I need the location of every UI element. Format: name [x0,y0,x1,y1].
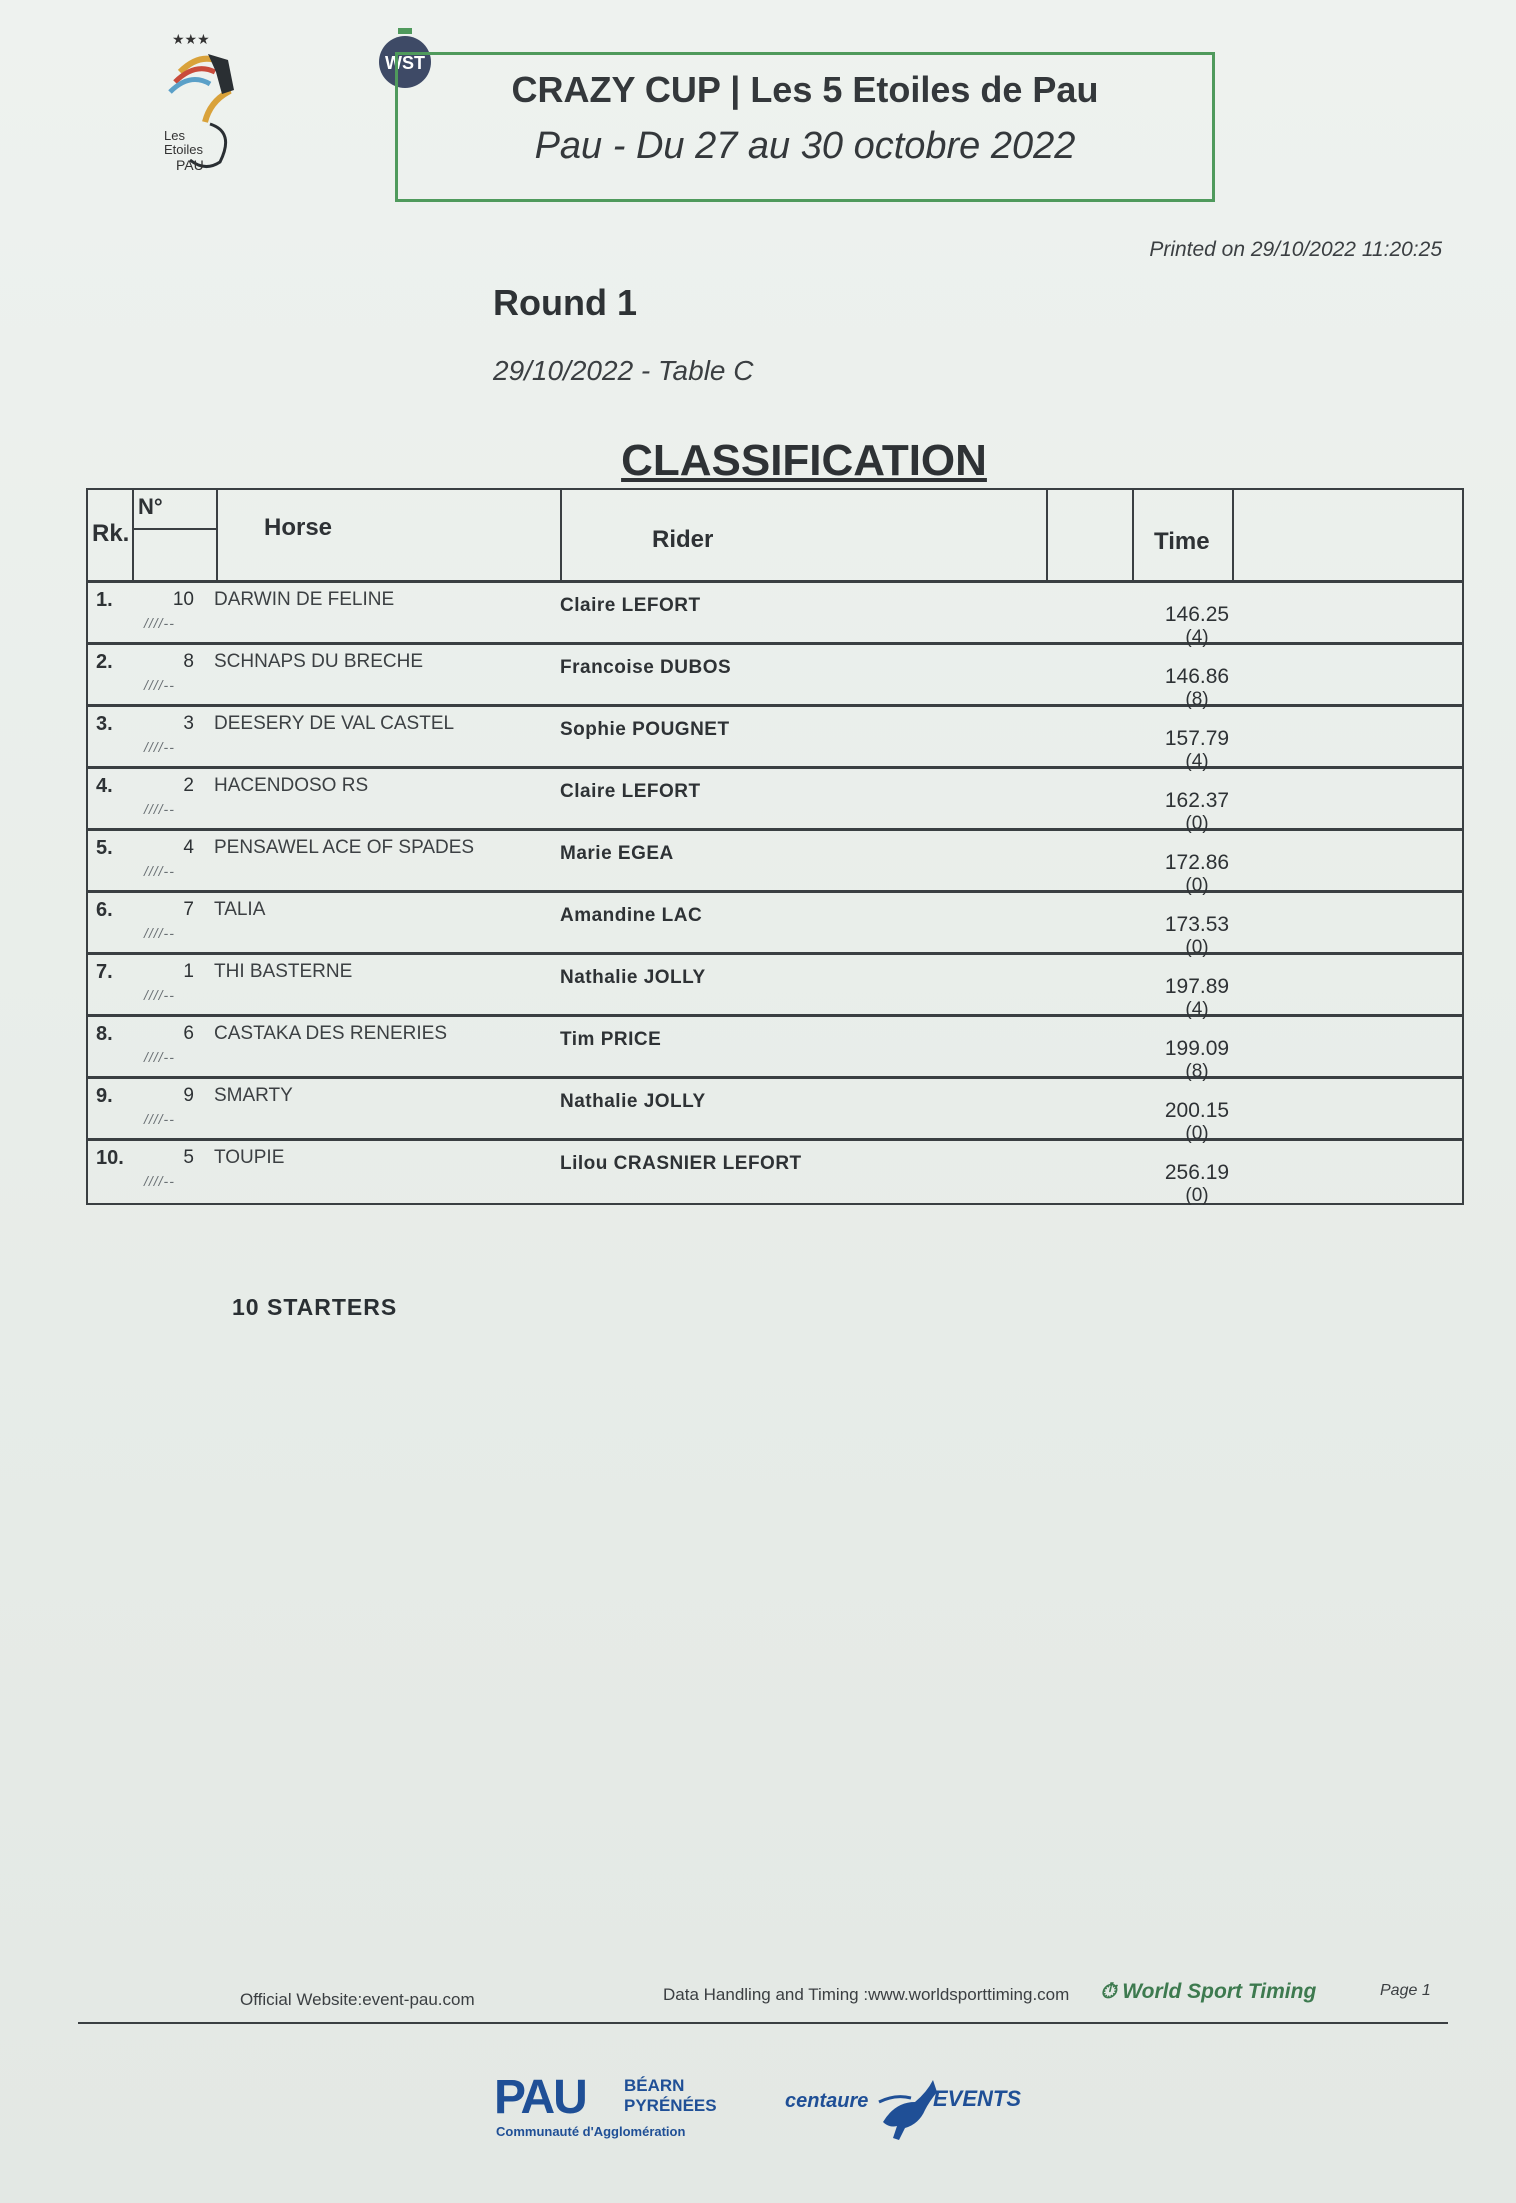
cell-faults: (4) [1185,751,1209,772]
centaur-icon [875,2072,941,2142]
event-subtitle: Pau - Du 27 au 30 octobre 2022 [534,125,1076,167]
cell-horse: PENSAWEL ACE OF SPADES [214,837,475,858]
round-subtitle: 29/10/2022 - Table C [493,355,754,386]
cell-marks: ////-- [144,801,175,817]
header-time: Time [1134,490,1234,580]
cell-faults: (0) [1185,875,1209,896]
cell-horse: DEESERY DE VAL CASTEL [214,713,455,734]
table-row [88,955,1462,1020]
cell-rider: Sophie POUGNET [560,719,730,740]
cell-time: 172.86 [1164,851,1230,874]
cell-faults: (4) [1185,999,1209,1020]
cell-number: 1 [183,961,194,982]
table-row [88,1079,1462,1144]
cell-faults: (0) [1185,813,1209,834]
table-row [88,583,1462,648]
cell-rider: Tim PRICE [560,1029,662,1050]
round-title: Round 1 [493,282,637,323]
header-blank [1048,490,1134,580]
footer-divider [78,2022,1448,2024]
cell-horse: CASTAKA DES RENERIES [214,1023,447,1044]
cell-rank: 8. [96,1023,113,1045]
table-body [88,583,1462,1206]
cell-number: 7 [183,899,194,920]
svg-text:Etoiles: Etoiles [164,142,204,157]
cell-number: 4 [183,837,194,858]
printed-timestamp: Printed on 29/10/2022 11:20:25 [1149,238,1442,261]
cell-marks: ////-- [144,863,175,879]
svg-text:★★★: ★★★ [172,32,210,47]
cell-faults: (8) [1185,1061,1209,1082]
cell-number: 6 [183,1023,194,1044]
cell-time: 162.37 [1164,789,1230,812]
table-row [88,893,1462,958]
classification-table [86,488,1464,1205]
cell-rider: Francoise DUBOS [560,657,732,678]
table-header [88,490,1462,583]
cell-rank: 10. [96,1147,124,1169]
cell-faults: (8) [1185,689,1209,710]
cell-time: 146.86 [1164,665,1230,688]
table-row [88,1017,1462,1082]
footer-wst-brand: ⏱ World Sport Timing [1100,1980,1317,2003]
cell-horse: SMARTY [214,1085,293,1106]
cell-rank: 7. [96,961,113,983]
cell-horse: TOUPIE [214,1147,285,1168]
cell-rider: Nathalie JOLLY [560,967,706,988]
cell-rider: Claire LEFORT [560,781,701,802]
cell-marks: ////-- [144,1111,175,1127]
table-row [88,645,1462,710]
table-row [88,769,1462,834]
cell-horse: DARWIN DE FELINE [214,589,395,610]
cell-horse: SCHNAPS DU BRECHE [214,651,424,672]
cell-marks: ////-- [144,739,175,755]
classification-title: CLASSIFICATION [621,436,987,485]
cell-time: 256.19 [1164,1161,1230,1184]
cell-faults: (0) [1185,1185,1209,1206]
cell-marks: ////-- [144,1049,175,1065]
cell-rider: Lilou CRASNIER LEFORT [560,1153,802,1174]
cell-horse: HACENDOSO RS [214,775,369,796]
cell-time: 200.15 [1164,1099,1230,1122]
stopwatch-icon: ⏱ [1100,1980,1117,2003]
logo-text: Les [164,128,185,143]
cell-horse: THI BASTERNE [214,961,353,982]
cell-number: 3 [183,713,194,734]
table-row [88,1141,1462,1206]
centaure-events-logo: centaure EVENTS [785,2078,1025,2148]
cell-marks: ////-- [144,615,175,631]
cell-rank: 6. [96,899,113,921]
cell-number: 5 [183,1147,194,1168]
cell-rider: Marie EGEA [560,843,674,864]
header-horse: Horse [218,490,562,580]
cell-rank: 5. [96,837,113,859]
badge-text: WST [385,53,425,73]
cell-marks: ////-- [144,1173,175,1189]
cell-number: 9 [183,1085,194,1106]
cell-number: 2 [183,775,194,796]
cell-rank: 1. [96,589,113,611]
cell-rider: Claire LEFORT [560,595,701,616]
cell-rank: 4. [96,775,113,797]
cell-number: 10 [172,589,194,610]
cell-faults: (0) [1185,1123,1209,1144]
cell-time: 157.79 [1164,727,1230,750]
cell-number: 8 [183,651,194,672]
footer-page-number: Page 1 [1380,1982,1431,1999]
header-number: N° [134,490,218,580]
cell-rank: 2. [96,651,113,673]
star-horse-logo-icon [150,32,260,182]
cell-rider: Amandine LAC [560,905,703,926]
cell-faults: (4) [1185,627,1209,648]
document-page: ★★★ Les Etoiles PAU WST CRAZY CUP | Les 5 Etoiles de Pau Pau - Du 27 au 30 octobre 2022 Printed on 29/10/2022 11:20:25 Round 1 29/10/2022 - Table C CLASSIFICATION Rk. N° Horse Rider Time 1. 10 ////-- DARWIN DE FELINE Claire LEFORT 146.25 (4) 2. 8 ////-- SCHNAPS DU BRECHE Francoise DUBOS 146.86 (8) 3. 3 ////-- DEESERY DE VAL CASTEL Sophie POUGNET 157.79 (4) 4. 2 ////-- HACENDOSO RS Claire LEFORT 162.37 (0) 5. 4 ////-- PENSAWEL ACE OF SPADES Marie EGEA 172.86 (0) 6. 7 ////-- TALIA Amandine LAC 173.53 (0) 7. 1 ////-- THI BASTERNE Nathalie JOLLY 197.89 (4) 8. 6 ////-- CASTAKA DES RENERIES Tim PRICE 199.09 (8) 9. 9 ////-- SMARTY Nathalie JOLLY 200.15 (0) 10. 5 ////-- TOUPIE Lilou CRASNIER LEFORT 256.19 (0) 10 STARTERS Official Website:event-pau.com Data Handling and Timing :www.worldsporttiming.com ⏱ World Sport Timing Page 1 PAU BÉARN PYRÉNÉES Communauté d'Agglomération centaure EVENTS [0,0,1516,2203]
table-row [88,831,1462,896]
cell-marks: ////-- [144,677,175,693]
cell-marks: ////-- [144,925,175,941]
event-title: CRAZY CUP | Les 5 Etoiles de Pau [511,69,1099,110]
starters-count: 10 STARTERS [232,1294,398,1320]
cell-time: 199.09 [1164,1037,1230,1060]
cell-marks: ////-- [144,987,175,1003]
cell-rank: 9. [96,1085,113,1107]
event-header-box [395,52,1215,202]
table-row [88,707,1462,772]
header-rider: Rider [562,490,1048,580]
cell-time: 146.25 [1164,603,1230,626]
cell-faults: (0) [1185,937,1209,958]
cell-time: 197.89 [1164,975,1230,998]
svg-text:PAU: PAU [176,157,204,173]
cell-rank: 3. [96,713,113,735]
footer-data-handling: Data Handling and Timing :www.worldsporttiming.com [663,1985,1070,2004]
cell-time: 173.53 [1164,913,1230,936]
footer-website: Official Website:event-pau.com [240,1990,475,2009]
header-rank: Rk. [88,490,134,580]
cell-horse: TALIA [214,899,266,920]
cell-rider: Nathalie JOLLY [560,1091,706,1112]
